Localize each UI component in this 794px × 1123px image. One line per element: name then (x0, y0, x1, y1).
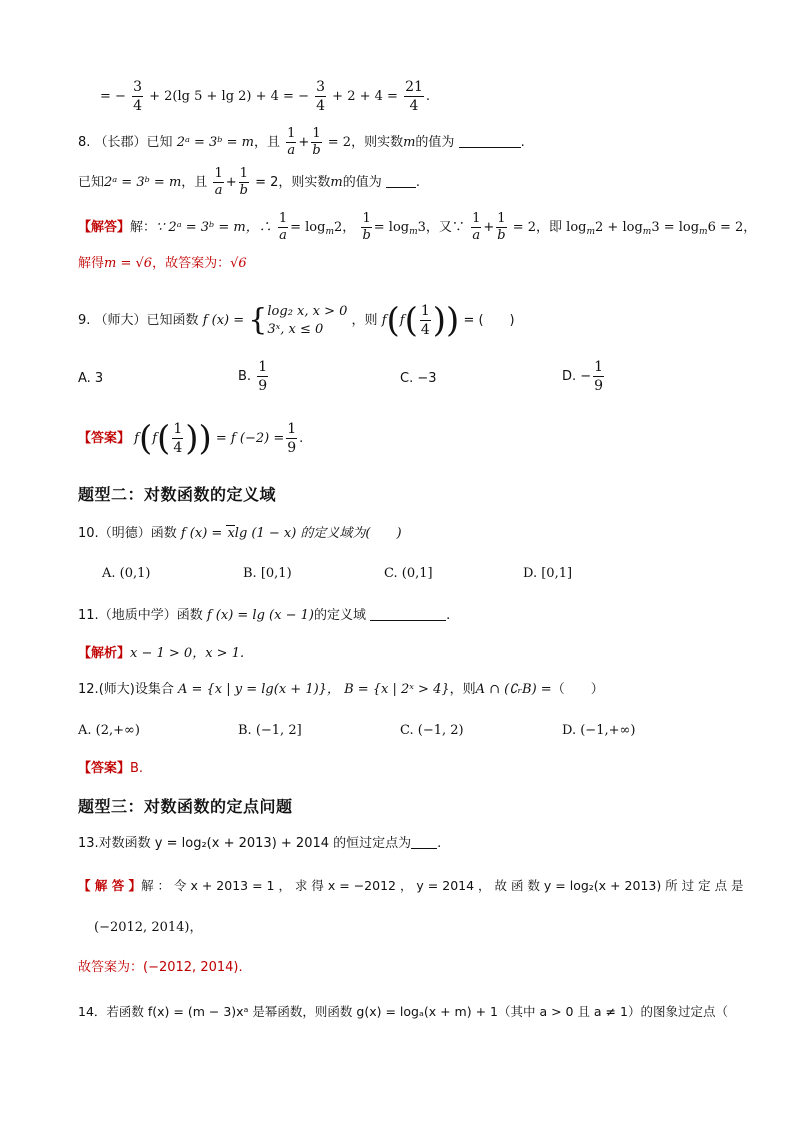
problem-13-final: 故答案为：(−2012, 2014). (78, 960, 243, 975)
problem-13-solution: 【 解 答 】解 ： 令 x + 2013 = 1 ， 求 得 x = −2012 ， y = 2014 ， 故 函 数 y = log₂(x + 2013) 所 过 定 点 是 (78, 878, 744, 893)
section-heading-2: 题型二：对数函数的定义域 (78, 485, 277, 504)
option-10c[interactable]: C. (0,1] (384, 566, 433, 581)
option-12c[interactable]: C. (−1, 2) (400, 723, 464, 738)
problem-13-point: (−2012, 2014)， (94, 920, 203, 935)
left-brace: { (248, 302, 268, 338)
problem-12-answer: 【答案】B. (78, 761, 144, 776)
answer-blank-11 (370, 608, 446, 621)
answer-blank-13 (411, 836, 437, 849)
option-9a[interactable]: A. 3 (78, 371, 104, 386)
fraction-1-a: $\frac{1}{a}$ (287, 126, 296, 158)
option-10d[interactable]: D. [0,1] (523, 566, 573, 581)
answer-blank (459, 135, 521, 148)
option-12b[interactable]: B. (−1, 2] (238, 723, 302, 738)
problem-9: 9. （师大）已知函数 f (x) = { log₂ x, x > 0 3ˣ, x ≤ 0 ，则 f(f( $\frac{1}{4}$ )) = ( ) (78, 300, 515, 341)
problem-11: 11.（地质中学）函数 f (x) = lg (x − 1)的定义域 . (78, 608, 451, 623)
problem-8: 8. （长郡）已知 2ᵃ = 3ᵇ = m，且 $\frac{1}{a}$ + $\frac{1}{b}$ = 2，则实数m的值为 . (78, 126, 525, 158)
problem-10: 10.（明德）函数 f (x) = xlg (1 − x) 的定义域为( ) (78, 526, 402, 541)
option-12a[interactable]: A. (2,+∞) (78, 723, 140, 738)
option-10b[interactable]: B. [0,1) (243, 566, 292, 581)
problem-13: 13.对数函数 y = log₂(x + 2013) + 2014 的恒过定点为 . (78, 836, 442, 851)
fraction-1-b: $\frac{1}{b}$ (312, 126, 321, 158)
continuation-equation: = − $\frac{3}{4}$ + 2(lg 5 + lg 2) + 4 = − $\frac{3}{4}$ + 2 + 4 = $\frac{21}{4}$ . (100, 79, 431, 114)
problem-8-repeat: 已知2ᵃ = 3ᵇ = m，且 $\frac{1}{a}$ + $\frac{1}{b}$ = 2，则实数m的值为 . (78, 166, 421, 198)
problem-12: 12.(师大)设集合 A = {x | y = lg(x + 1)}， B = {x | 2ˣ > 4}，则A ∩ (∁ᵣB) =（ ） (78, 682, 604, 697)
problem-9-answer: 【答案】 f(f( $\frac{1}{4}$ )) = f (−2) = $\frac{1}{9}$ . (78, 418, 304, 459)
option-12d[interactable]: D. (−1,+∞) (562, 723, 636, 738)
fraction-21-4: $\frac{21}{4}$ (405, 79, 423, 114)
problem-8-result: 解得m = √6，故答案为：√6 (78, 256, 247, 271)
option-10a[interactable]: A. (0,1) (102, 566, 151, 581)
option-9b[interactable]: B. $\frac{1}{9}$ (238, 359, 268, 394)
option-9c[interactable]: C. −3 (400, 371, 437, 386)
problem-8-solution: 【解答】解：∵ 2ᵃ = 3ᵇ = m，∴ $\frac{1}{a}$ = $\log_m2$， $\frac{1}{b}$ = $\log_m3$，又∵ $\frac{1}{a}$ + $\frac{1}{b}$ = 2，即 $\log_m2 + \log_m3 = \log_m6 = 2$， (78, 211, 757, 243)
problem-14: 14．若函数 f(x) = (m − 3)xᵃ 是幂函数，则函数 g(x) = logₐ(x + m) + 1（其中 a > 0 且 a ≠ 1）的图象过定点（ (78, 1004, 728, 1019)
answer-blank-2 (386, 175, 416, 188)
piecewise-cases: log₂ x, x > 0 3ˣ, x ≤ 0 (267, 303, 348, 337)
section-heading-3: 题型三：对数函数的定点问题 (78, 797, 293, 816)
option-9d[interactable]: D. − $\frac{1}{9}$ (562, 359, 604, 394)
solution-tag: 【解答】 (78, 220, 131, 235)
problem-11-solution: 【解析】x − 1 > 0，x > 1. (78, 646, 245, 661)
fraction-3-4: $\frac{3}{4}$ (133, 79, 142, 114)
fraction-3-4-b: $\frac{3}{4}$ (316, 79, 326, 114)
